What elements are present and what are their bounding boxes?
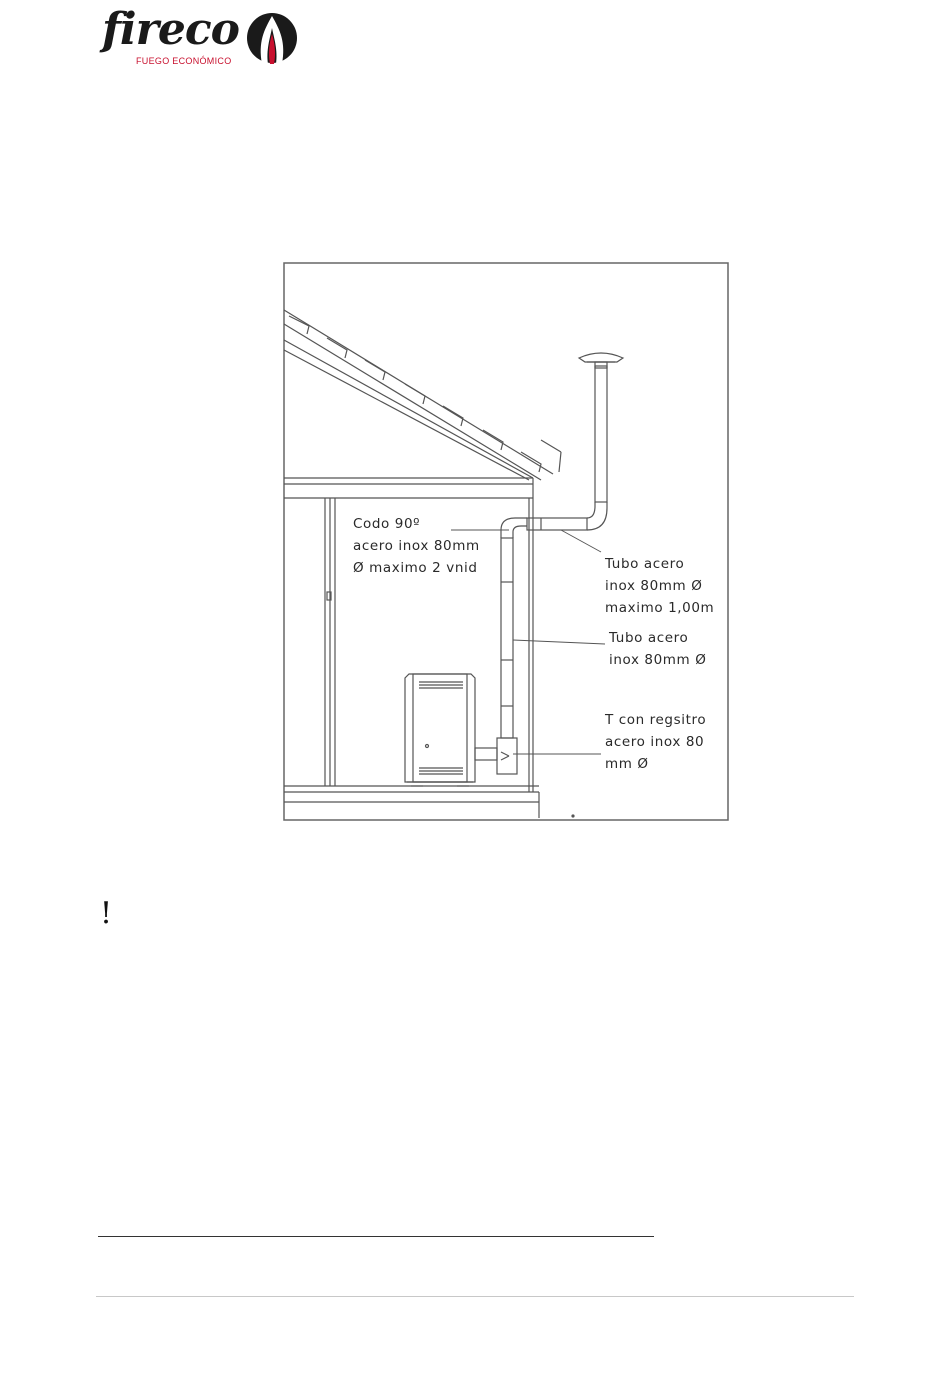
- footer-divider: [96, 1296, 854, 1297]
- label-tubo-horizontal: Tubo acero inox 80mm Ø maximo 1,00m: [605, 556, 715, 616]
- flame-emblem-icon: [244, 12, 302, 66]
- fireco-logo: [96, 4, 306, 74]
- warning-symbol: !: [100, 896, 113, 931]
- pellet-stove-icon: [405, 674, 475, 786]
- label-codo-90: Codo 90º acero inox 80mm Ø maximo 2 vnid: [353, 516, 480, 576]
- footnote-divider: [98, 1236, 654, 1237]
- logo-tagline: FUEGO ECONÓMICO: [136, 56, 232, 66]
- logo-wordmark: fireco: [102, 4, 239, 55]
- label-tubo-vertical: Tubo acero inox 80mm Ø: [609, 630, 707, 668]
- roof-icon: [284, 310, 561, 480]
- label-t-registro: T con regsitro acero inox 80 mm Ø: [605, 712, 707, 772]
- flue-installation-diagram: [283, 262, 729, 822]
